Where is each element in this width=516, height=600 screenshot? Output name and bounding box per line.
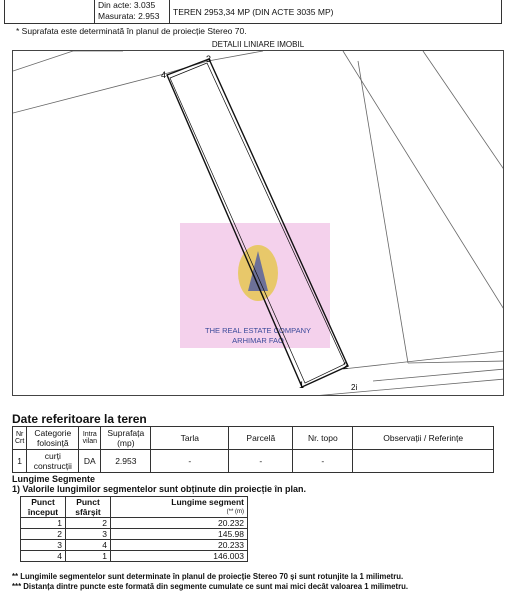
segments-header-row [21,497,248,518]
point-label-1: 1 [299,380,305,390]
col-nr-crt: Nr Crt [13,427,27,450]
col-suprafata: Suprafața (mp) [101,427,151,450]
col-parcela: Parcelă [229,427,293,450]
cell-suprafata: 2.953 [101,450,151,473]
ref-section-title: Date referitoare la teren [12,412,147,426]
boundary-line [423,51,504,171]
masurata-value: Masurata: 2.953 [98,11,160,21]
cell-parcela: - [229,450,293,473]
seg-end: 2 [66,518,111,529]
col-observatii: Observații / Referințe [353,427,494,450]
table-row [21,518,248,529]
col-nr-topo: Nr. topo [293,427,353,450]
seg-start: 1 [21,518,66,529]
boundary-line [208,51,263,61]
table-row [21,540,248,551]
boundary-line [358,61,408,363]
boundary-line [373,369,504,381]
cell-categorie: curți construcții [27,450,79,473]
cell-tarla: - [151,450,229,473]
col-tarla: Tarla [151,427,229,450]
boundary-line [313,379,504,396]
cell-nr-topo: - [293,450,353,473]
col-lungime-unit: (** (m) [226,509,244,515]
col-punct-inceput: Punct început [21,497,66,518]
top-left-empty [5,0,95,24]
seg-length: 145.98 [111,529,248,540]
top-area-cell [95,0,170,24]
seg-length: 20.233 [111,540,248,551]
plan-svg [13,51,504,396]
segments-table [20,496,248,562]
col-lungime-label: Lungime segment [171,497,244,507]
ref-table [12,426,494,473]
table-row [21,551,248,562]
seg-start: 3 [21,540,66,551]
boundary-line [343,51,504,311]
seg-length: 146.003 [111,551,248,562]
table-row [21,529,248,540]
segments-subtitle: 1) Valorile lungimilor segmentelor sunt obținute din proiecție în plan. [12,484,307,494]
plan-drawing [12,50,504,396]
seg-length: 20.232 [111,518,248,529]
surface-note: * Suprafata este determinată în planul de proiecție Stereo 70. [16,26,247,36]
col-categorie: Categorie folosință [27,427,79,450]
segments-note-1: ** Lungimile segmentelor sunt determinate în planul de proiecție Stereo 70 și sunt rotunjite la 1 milimetru. [12,572,404,581]
watermark-text-2: ARHIMAR FAO [232,336,284,345]
seg-end: 3 [66,529,111,540]
cell-intravilan: DA [79,450,101,473]
watermark-text-1: THE REAL ESTATE COMPANY [205,326,311,335]
col-lungime [111,497,248,518]
boundary-line [13,51,73,71]
segments-title: Lungime Segmente [12,474,96,484]
seg-end: 4 [66,540,111,551]
col-intravilan: Intra vilan [79,427,101,450]
boundary-line [343,351,504,369]
top-table-wrap [4,0,502,24]
segments-table-wrap [20,496,248,562]
ref-table-wrap [12,426,494,473]
seg-start: 2 [21,529,66,540]
point-label-3: 3 [206,54,212,64]
boundary-line [13,73,168,113]
point-label-2: 2 [343,361,349,371]
seg-end: 1 [66,551,111,562]
plan-title: DETALII LINIARE IMOBIL [211,40,305,49]
teren-desc: TEREN 2953,34 MP (DIN ACTE 3035 MP) [173,6,334,17]
seg-start: 4 [21,551,66,562]
col-punct-sfarsit: Punct sfârșit [66,497,111,518]
point-label-4: 4 [161,70,167,80]
boundary-line [408,361,504,363]
cell-nr: 1 [13,450,27,473]
top-table [4,0,502,24]
teren-desc-cell [170,0,502,24]
ref-header-row [13,427,494,450]
ref-data-row [13,450,494,473]
corner-label: 2i [351,383,358,392]
din-acte-value: Din acte: 3.035 [98,0,156,10]
segments-note-2: *** Distanța dintre puncte este formată din segmente cumulate ce sunt mai mici decât valoarea 1 milimetru. [12,582,409,591]
cell-observatii [353,450,494,473]
